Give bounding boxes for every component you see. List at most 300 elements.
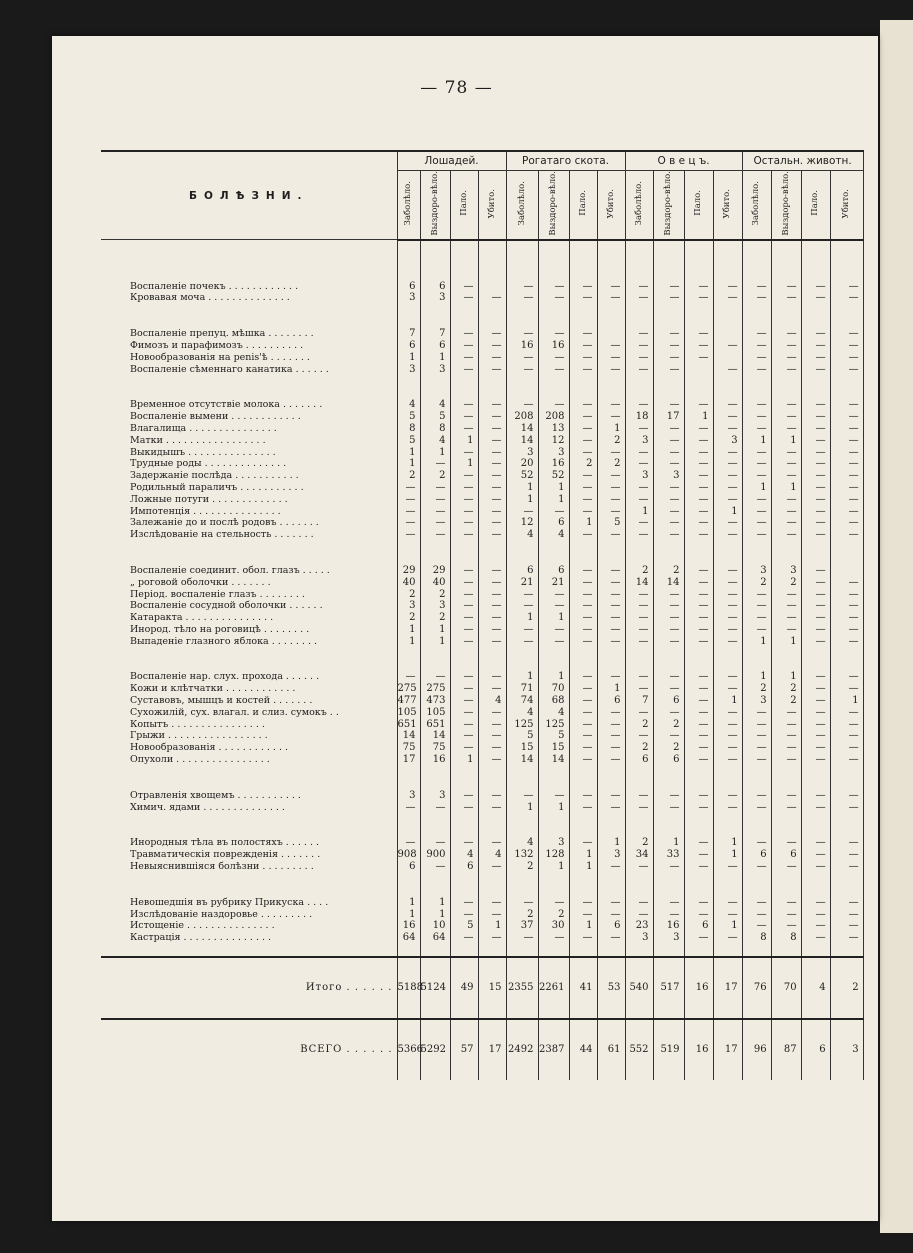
cell-value: — [450, 671, 478, 683]
cell-value: 1 [569, 920, 597, 932]
cell-value: — [569, 802, 597, 814]
cell-value: — [450, 292, 478, 304]
cell-value: 5 [397, 411, 420, 423]
cell-value: 7 [420, 328, 450, 340]
cell-value: — [801, 435, 830, 447]
cell-value: 1 [420, 636, 450, 648]
table-row [101, 577, 863, 589]
spacer-row [101, 659, 863, 671]
total-value: 3 [830, 1019, 863, 1080]
subcol-label: Пало. [577, 190, 588, 217]
cell-value: — [830, 790, 863, 802]
cell-value: 2 [653, 742, 684, 754]
table-row [101, 529, 863, 541]
cell-value: — [625, 802, 653, 814]
cell-value: 6 [653, 695, 684, 707]
cell-value: — [684, 897, 713, 909]
spacer-row [101, 240, 863, 261]
disease-name: Изслѣдованіе на стельность . . . . . . . [101, 529, 397, 541]
cell-value: — [801, 292, 830, 304]
cell-value: — [801, 932, 830, 944]
total-value: 517 [653, 957, 684, 1019]
total-value: 2261 [538, 957, 569, 1019]
cell-value: — [801, 565, 830, 577]
total-value: 15 [478, 957, 506, 1019]
cell-value: — [625, 399, 653, 411]
cell-value: — [771, 920, 801, 932]
cell-value: — [830, 447, 863, 459]
cell-value: — [713, 742, 742, 754]
cell-value: 5 [450, 920, 478, 932]
cell-value: — [597, 790, 625, 802]
table-row [101, 707, 863, 719]
cell-value: 125 [506, 719, 538, 731]
cell-value: — [506, 932, 538, 944]
cell-value: — [653, 458, 684, 470]
cell-value: 1 [569, 517, 597, 529]
cell-value: 1 [771, 482, 801, 494]
cell-value: — [801, 470, 830, 482]
cell-value: — [450, 340, 478, 352]
cell-value: — [684, 458, 713, 470]
disease-name: Копытъ . . . . . . . . . . . . . . . . [101, 719, 397, 731]
cell-value: — [801, 612, 830, 624]
cell-value: — [478, 411, 506, 423]
cell-value: — [397, 517, 420, 529]
subcol-label: Пало. [458, 190, 469, 217]
cell-value: — [830, 837, 863, 849]
cell-value: — [653, 790, 684, 802]
cell-value: — [801, 423, 830, 435]
total-label: ВСЕГО . . . . . . [101, 1019, 397, 1080]
cell-value: — [653, 506, 684, 518]
cell-value: 52 [506, 470, 538, 482]
cell-value: — [569, 470, 597, 482]
table-row [101, 932, 863, 944]
spacer-row [101, 387, 863, 399]
cell-value: — [771, 861, 801, 873]
cell-value: — [625, 790, 653, 802]
cell-value: — [653, 600, 684, 612]
total-label: Итого . . . . . . [101, 957, 397, 1019]
page-number: — 78 — [420, 78, 493, 98]
table-row [101, 612, 863, 624]
cell-value: 64 [420, 932, 450, 944]
cell-value: — [478, 802, 506, 814]
cell-value: — [450, 399, 478, 411]
subcol-header [397, 171, 420, 240]
total-value: 2 [830, 957, 863, 1019]
table-row [101, 328, 863, 340]
subcol-header [742, 171, 771, 240]
cell-value: — [801, 364, 830, 376]
cell-value: — [653, 683, 684, 695]
table-row [101, 719, 863, 731]
cell-value: 4 [478, 849, 506, 861]
disease-name: Період. воспаленіе глазъ . . . . . . . . [101, 589, 397, 601]
cell-value: — [830, 920, 863, 932]
cell-value: 1 [506, 802, 538, 814]
cell-value: 4 [420, 435, 450, 447]
cell-value: — [801, 742, 830, 754]
cell-value: 18 [625, 411, 653, 423]
cell-value: — [830, 861, 863, 873]
spacer-row [101, 304, 863, 316]
cell-value: 64 [397, 932, 420, 944]
cell-value: 5 [538, 730, 569, 742]
cell-value [830, 565, 863, 577]
subcol-label: Убито. [722, 188, 733, 218]
cell-value: 4 [450, 849, 478, 861]
spacer-row [101, 261, 863, 281]
total-value: 4 [801, 957, 830, 1019]
cell-value: — [506, 328, 538, 340]
cell-value: — [478, 861, 506, 873]
cell-value: — [478, 506, 506, 518]
cell-value: — [478, 340, 506, 352]
disease-name: Кастрація . . . . . . . . . . . . . . . [101, 932, 397, 944]
cell-value: — [625, 612, 653, 624]
cell-value: — [801, 837, 830, 849]
cell-value: — [569, 281, 597, 293]
cell-value: — [478, 612, 506, 624]
cell-value: — [830, 909, 863, 921]
disease-name: Невошедшія въ рубрику Прикуска . . . . [101, 897, 397, 909]
cell-value: 14 [506, 754, 538, 766]
cell-value: 651 [397, 719, 420, 731]
cell-value: 4 [397, 399, 420, 411]
cell-value: — [420, 529, 450, 541]
cell-value: 4 [478, 695, 506, 707]
cell-value: 1 [830, 695, 863, 707]
cell-value: — [684, 612, 713, 624]
subcol-header [478, 171, 506, 240]
subcol-header [771, 171, 801, 240]
cell-value: — [830, 742, 863, 754]
total-row [101, 957, 863, 1019]
table-row [101, 399, 863, 411]
disease-name: Выкидышъ . . . . . . . . . . . . . . . [101, 447, 397, 459]
cell-value: — [713, 423, 742, 435]
subcol-label: Выздоро-вѣло. [780, 171, 791, 236]
cell-value: — [625, 494, 653, 506]
subcol-label: Выздоро-вѣло. [663, 171, 674, 236]
cell-value: — [597, 909, 625, 921]
table-row [101, 683, 863, 695]
table-row [101, 292, 863, 304]
cell-value: — [625, 600, 653, 612]
table-row [101, 411, 863, 423]
subcol-header [569, 171, 597, 240]
cell-value: — [771, 399, 801, 411]
cell-value: — [478, 458, 506, 470]
cell-value: — [538, 589, 569, 601]
cell-value: — [713, 612, 742, 624]
cell-value: — [742, 742, 771, 754]
cell-value: — [450, 589, 478, 601]
cell-value: 105 [420, 707, 450, 719]
subcol-label: Пало. [693, 190, 704, 217]
cell-value: 1 [597, 683, 625, 695]
cell-value: 275 [420, 683, 450, 695]
cell-value: — [653, 624, 684, 636]
cell-value: 2 [653, 719, 684, 731]
cell-value: — [801, 730, 830, 742]
cell-value: — [450, 494, 478, 506]
subcol-header [801, 171, 830, 240]
cell-value: — [450, 423, 478, 435]
disease-name: Химич. ядами . . . . . . . . . . . . . . [101, 802, 397, 814]
cell-value: — [653, 802, 684, 814]
cell-value: — [830, 517, 863, 529]
cell-value: — [506, 352, 538, 364]
cell-value: — [713, 932, 742, 944]
cell-value: — [713, 494, 742, 506]
cell-value: — [771, 340, 801, 352]
cell-value: — [801, 482, 830, 494]
cell-value: — [830, 612, 863, 624]
disease-name: Инородныя тѣла въ полостяхъ . . . . . . [101, 837, 397, 849]
cell-value: 3 [506, 447, 538, 459]
cell-value: — [597, 932, 625, 944]
table-row [101, 423, 863, 435]
cell-value: 1 [506, 612, 538, 624]
cell-value: 5 [397, 435, 420, 447]
cell-value: — [420, 802, 450, 814]
cell-value: 4 [506, 837, 538, 849]
subcol-header [830, 171, 863, 240]
cell-value: — [397, 671, 420, 683]
cell-value: — [569, 719, 597, 731]
cell-value: — [478, 399, 506, 411]
cell-value: — [478, 352, 506, 364]
cell-value: — [830, 364, 863, 376]
cell-value: — [569, 435, 597, 447]
cell-value [713, 352, 742, 364]
cell-value: — [771, 529, 801, 541]
cell-value: 2 [597, 435, 625, 447]
cell-value: 1 [569, 861, 597, 873]
cell-value: 4 [538, 707, 569, 719]
cell-value: 6 [450, 861, 478, 873]
cell-value: — [684, 837, 713, 849]
cell-value: — [569, 600, 597, 612]
cell-value: — [801, 695, 830, 707]
disease-name: Воспаленіе препуц. мѣшка . . . . . . . . [101, 328, 397, 340]
cell-value: — [713, 861, 742, 873]
cell-value: — [771, 506, 801, 518]
cell-value: — [713, 458, 742, 470]
cell-value: — [538, 292, 569, 304]
cell-value: — [625, 328, 653, 340]
cell-value: — [771, 517, 801, 529]
cell-value: 8 [771, 932, 801, 944]
table-row [101, 600, 863, 612]
cell-value: — [684, 340, 713, 352]
cell-value: — [478, 932, 506, 944]
cell-value: 17 [397, 754, 420, 766]
cell-value: 3 [742, 565, 771, 577]
cell-value: 1 [397, 447, 420, 459]
cell-value [713, 328, 742, 340]
cell-value: — [478, 423, 506, 435]
cell-value: 1 [684, 411, 713, 423]
cell-value: 8 [742, 932, 771, 944]
cell-value: — [538, 281, 569, 293]
cell-value: — [569, 364, 597, 376]
cell-value: — [801, 589, 830, 601]
disease-name: Воспаленіе почекъ . . . . . . . . . . . . [101, 281, 397, 293]
cell-value: 6 [684, 920, 713, 932]
total-value: 6 [801, 1019, 830, 1080]
cell-value: — [771, 423, 801, 435]
subcol-header [653, 171, 684, 240]
cell-value: — [506, 636, 538, 648]
cell-value: — [450, 636, 478, 648]
cell-value: — [771, 612, 801, 624]
cell-value: — [597, 529, 625, 541]
cell-value: 1 [420, 897, 450, 909]
cell-value: — [771, 730, 801, 742]
cell-value: — [771, 897, 801, 909]
cell-value: — [742, 328, 771, 340]
cell-value: — [569, 423, 597, 435]
cell-value: — [506, 897, 538, 909]
cell-value: — [538, 932, 569, 944]
cell-value: 1 [420, 352, 450, 364]
table-row [101, 364, 863, 376]
table-row [101, 624, 863, 636]
total-row [101, 1019, 863, 1080]
cell-value: — [801, 861, 830, 873]
total-value: 17 [713, 1019, 742, 1080]
cell-value: — [569, 482, 597, 494]
cell-value: — [625, 458, 653, 470]
cell-value: — [771, 494, 801, 506]
cell-value: 132 [506, 849, 538, 861]
total-value: 76 [742, 957, 771, 1019]
cell-value: — [830, 577, 863, 589]
cell-value: — [742, 909, 771, 921]
cell-value: 20 [506, 458, 538, 470]
table-row [101, 861, 863, 873]
cell-value: — [597, 671, 625, 683]
cell-value: — [625, 352, 653, 364]
cell-value: 29 [420, 565, 450, 577]
disease-name: Воспаленіе сосудной оболочки . . . . . . [101, 600, 397, 612]
spacer-row [101, 944, 863, 957]
total-value: 96 [742, 1019, 771, 1080]
cell-value: 75 [397, 742, 420, 754]
cell-value: — [801, 897, 830, 909]
cell-value: — [742, 589, 771, 601]
cell-value: — [420, 671, 450, 683]
cell-value: — [830, 683, 863, 695]
cell-value: — [420, 506, 450, 518]
spacer-row [101, 647, 863, 659]
cell-value: — [478, 837, 506, 849]
table-row [101, 837, 863, 849]
cell-value: — [830, 352, 863, 364]
cell-value: — [450, 529, 478, 541]
cell-value: — [684, 683, 713, 695]
cell-value: — [450, 577, 478, 589]
cell-value: — [625, 517, 653, 529]
cell-value: — [684, 909, 713, 921]
total-value: 16 [684, 957, 713, 1019]
cell-value: — [569, 730, 597, 742]
cell-value: — [830, 707, 863, 719]
cell-value: 3 [625, 932, 653, 944]
cell-value: — [569, 399, 597, 411]
cell-value: — [538, 790, 569, 802]
cell-value: — [801, 577, 830, 589]
cell-value: — [597, 447, 625, 459]
cell-value: — [801, 719, 830, 731]
cell-value: — [830, 932, 863, 944]
cell-value: — [450, 707, 478, 719]
cell-value: — [478, 364, 506, 376]
cell-value: — [684, 292, 713, 304]
disease-name: Влагалища . . . . . . . . . . . . . . . [101, 423, 397, 435]
disease-name: Импотенція . . . . . . . . . . . . . . . [101, 506, 397, 518]
cell-value: 2 [771, 695, 801, 707]
cell-value: — [478, 292, 506, 304]
cell-value: — [801, 754, 830, 766]
cell-value: — [569, 577, 597, 589]
cell-value: 2 [397, 612, 420, 624]
cell-value: 3 [597, 849, 625, 861]
cell-value: — [450, 719, 478, 731]
cell-value: — [597, 340, 625, 352]
cell-value: 1 [450, 435, 478, 447]
cell-value: 1 [397, 909, 420, 921]
cell-value: — [684, 730, 713, 742]
cell-value: — [801, 920, 830, 932]
cell-value: — [830, 482, 863, 494]
cell-value: — [506, 292, 538, 304]
spacer-row [101, 375, 863, 387]
cell-value: 3 [397, 364, 420, 376]
cell-value: — [450, 683, 478, 695]
cell-value: — [569, 636, 597, 648]
cell-value: — [653, 340, 684, 352]
cell-value: — [684, 589, 713, 601]
cell-value: 2 [506, 909, 538, 921]
cell-value: — [742, 612, 771, 624]
cell-value: — [713, 482, 742, 494]
cell-value: — [684, 742, 713, 754]
group-header: Остальн. животн. [742, 151, 863, 171]
cell-value: — [771, 707, 801, 719]
disease-name: Инород. тѣло на роговицѣ . . . . . . . . [101, 624, 397, 636]
cell-value: — [742, 624, 771, 636]
cell-value: — [478, 482, 506, 494]
cell-value: 6 [538, 517, 569, 529]
cell-value: — [597, 861, 625, 873]
cell-value: 128 [538, 849, 569, 861]
cell-value: 6 [625, 754, 653, 766]
cell-value: 1 [450, 458, 478, 470]
cell-value: 8 [420, 423, 450, 435]
cell-value: — [569, 754, 597, 766]
cell-value: — [830, 802, 863, 814]
table-row [101, 790, 863, 802]
disease-table [101, 150, 864, 1080]
cell-value: — [450, 352, 478, 364]
cell-value: 1 [742, 482, 771, 494]
cell-value: 70 [538, 683, 569, 695]
